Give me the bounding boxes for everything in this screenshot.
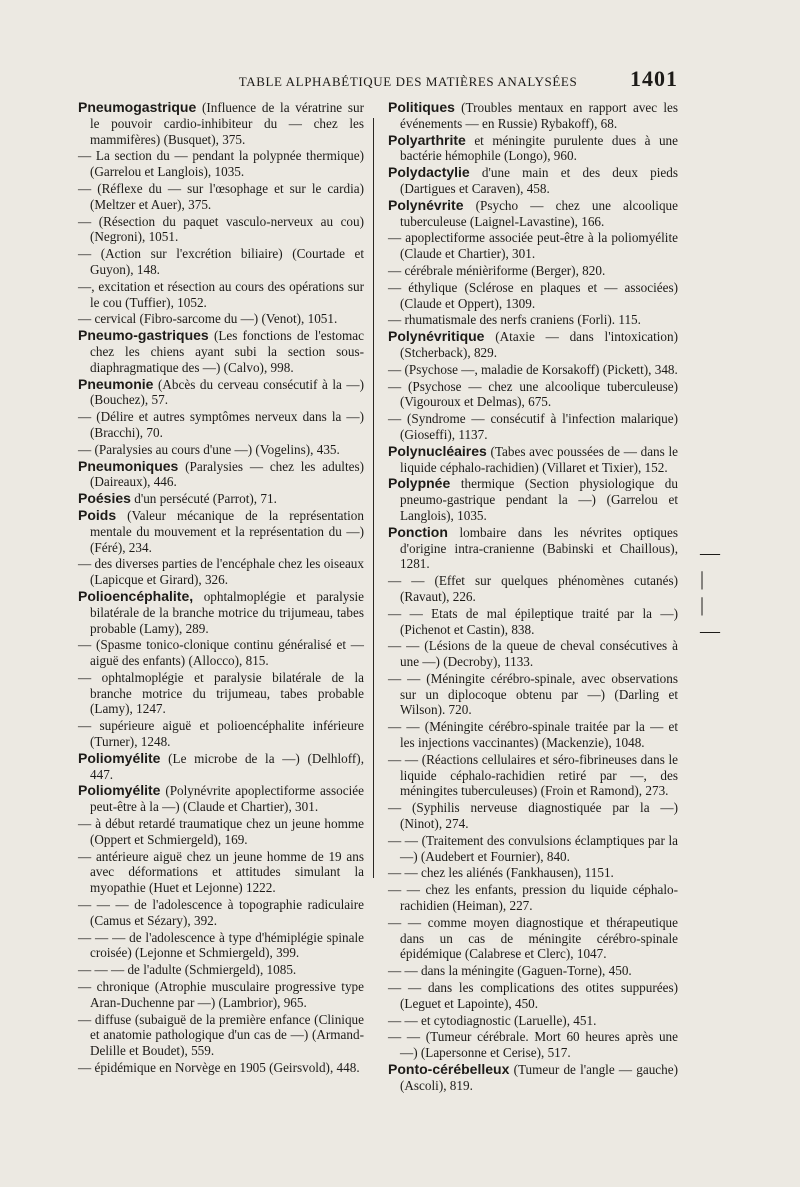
entry-text: d'une main et des deux pieds (Dartigues et Caraven), 458. xyxy=(400,165,678,196)
entry-text: — antérieure aiguë chez un jeune homme de 19 ans avec déformations et attitudes simulant la myopathie (Huet et Lejonne) 1222. xyxy=(78,848,364,896)
entry-text: — rhumatismale des nerfs craniens (Forli). 115. xyxy=(388,312,641,328)
margin-mark: — xyxy=(700,542,720,564)
entry-text: (Psycho — chez une alcoolique tuberculeuse (Laignel-Lavastine), 166. xyxy=(400,197,678,229)
entry-headword: Poliomyélite xyxy=(78,749,161,766)
entry-text: — (Spasme tonico-clonique continu généralisé et — aiguë des enfants) (Allocco), 815. xyxy=(78,637,364,669)
entry-text: lombaire dans les névrites optiques d'origine intra-cranienne (Babinski et Chaillous), 1281. xyxy=(400,524,678,572)
margin-marks xyxy=(700,540,740,660)
entry-text: et méningite purulente dues à une bactérie hémophile (Longo), 960. xyxy=(400,132,678,164)
index-entry xyxy=(388,833,678,865)
index-entry xyxy=(388,882,678,914)
index-entry xyxy=(78,409,364,441)
entry-text: — — (Effet sur quelques phénomènes cutanés) (Ravaut), 226. xyxy=(388,573,678,604)
entry-text: — (Résection du paquet vasculo-nerveux au cou) (Negroni), 1051. xyxy=(78,213,364,245)
entry-headword: Polynucléaires xyxy=(388,442,487,459)
index-entry xyxy=(78,214,364,246)
entry-text: (Tabes avec poussées de — dans le liquide céphalo-rachidien) (Villaret et Tixier), 152. xyxy=(400,443,678,475)
index-entry xyxy=(78,897,364,929)
index-entry xyxy=(78,279,364,311)
index-entry xyxy=(388,963,678,979)
index-entry xyxy=(78,718,364,750)
entry-headword: Polydactylie xyxy=(388,164,470,181)
index-entry xyxy=(78,979,364,1011)
entry-headword: Polyarthrite xyxy=(388,131,466,148)
index-entry xyxy=(388,980,678,1012)
index-entry xyxy=(388,379,678,411)
entry-text: — (Syndrome — consécutif à l'infection malarique) (Gioseffi), 1137. xyxy=(388,411,678,442)
entry-text: — — (Réactions cellulaires et séro-fibrineuses dans le liquide céphalo-rachidien retiré par —, des méningites tuberculeuses) (Froin et Ramond), 273. xyxy=(388,751,678,799)
entry-text: — — comme moyen diagnostique et thérapeutique dans un cas de méningite cérébro-spinale épidémique (Calabrese et Clerc), 1047. xyxy=(388,914,678,962)
index-entry xyxy=(78,328,364,375)
entry-text: — des diverses parties de l'encéphale chez les oiseaux (Lapicque et Girard), 326. xyxy=(78,556,364,588)
index-entry xyxy=(388,444,678,476)
index-entry xyxy=(78,491,364,507)
entry-text: — — (Méningite cérébro-spinale traitée par la — et les injections vaccinantes) (Mackenzie), 1048. xyxy=(388,719,678,751)
entry-headword: Ponction xyxy=(388,523,448,540)
entry-text: — — (Traitement des convulsions éclamptiques par la —) (Audebert et Fournier), 840. xyxy=(388,832,678,864)
index-entry xyxy=(78,849,364,896)
entry-text: —, excitation et résection au cours des opérations sur le cou (Tuffier), 1052. xyxy=(78,278,364,310)
entry-text: — — — de l'adulte (Schmiergeld), 1085. xyxy=(78,962,297,978)
left-index-column xyxy=(78,100,364,1077)
index-entry xyxy=(78,246,364,278)
index-entry xyxy=(388,573,678,605)
index-entry xyxy=(388,1029,678,1061)
index-entry xyxy=(388,230,678,262)
entry-text: (Paralysies — chez les adultes) (Daireaux), 446. xyxy=(90,458,364,490)
index-entry xyxy=(388,606,678,638)
entry-text: — — (Lésions de la queue de cheval consécutives à une —) (Decroby), 1133. xyxy=(388,638,678,670)
page-number: 1401 xyxy=(630,66,678,91)
index-entry xyxy=(388,133,678,165)
index-entry xyxy=(388,525,678,572)
entry-headword: Poésies xyxy=(78,490,131,507)
entry-text: ophtalmoplégie et paralysie bilatérale de la branche motrice du trijumeau, tabes probable (Lamy), 289. xyxy=(90,588,364,636)
index-entry xyxy=(388,476,678,523)
running-title: TABLE ALPHABÉTIQUE DES MATIÈRES ANALYSÉES xyxy=(238,74,578,89)
right-index-column xyxy=(388,100,678,1095)
entry-text: — apoplectiforme associée peut-être à la poliomyélite (Claude et Chartier), 301. xyxy=(388,230,678,262)
entry-text: (Valeur mécanique de la représentation mentale du mouvement et la représentation du —) (Féré), 234. xyxy=(90,507,364,555)
entry-headword: Pneumo-gastriques xyxy=(78,327,209,344)
entry-headword: Poids xyxy=(78,506,117,523)
entry-text: (Troubles mentaux en rapport avec les événements — en Russie) Rybakoff), 68. xyxy=(400,100,678,131)
entry-text: (Polynévrite apoplectiforme associée peut-être à la —) (Claude et Chartier), 301. xyxy=(90,783,364,815)
index-entry xyxy=(388,411,678,443)
entry-text: — chronique (Atrophie musculaire progressive type Aran-Duchenne par —) (Lambrior), 965. xyxy=(78,979,364,1010)
index-entry xyxy=(78,442,364,458)
index-entry xyxy=(78,1060,364,1076)
index-entry xyxy=(388,719,678,751)
entry-text: (Le microbe de la —) (Delhloff), 447. xyxy=(90,750,364,782)
entry-text: d'un persécuté (Parrot), 71. xyxy=(130,491,277,507)
index-entry xyxy=(388,752,678,799)
index-entry xyxy=(78,670,364,717)
entry-headword: Pneumogastrique xyxy=(78,99,197,115)
entry-text: — à début retardé traumatique chez un jeune homme (Oppert et Schmiergeld), 169. xyxy=(78,816,364,847)
index-entry xyxy=(78,148,364,180)
entry-text: (Tumeur de l'angle — gauche) (Ascoli), 819. xyxy=(400,1062,678,1093)
index-entry xyxy=(78,783,364,815)
entry-headword: Politiques xyxy=(388,99,455,115)
entry-text: — diffuse (subaiguë de la première enfance (Clinique et anatomie pathologique d'un cas de —) (Armand-Delille et Boudet), 559. xyxy=(78,1011,364,1059)
entry-text: (Ataxie — dans l'intoxication) (Stcherback), 829. xyxy=(400,329,678,360)
entry-headword: Polioencéphalite, xyxy=(78,587,194,604)
index-entry xyxy=(78,962,364,978)
entry-text: — — dans les complications des otites suppurées) (Leguet et Lapointe), 450. xyxy=(388,980,678,1011)
margin-mark: | xyxy=(700,568,705,590)
index-entry xyxy=(78,930,364,962)
entry-text: — — dans la méningite (Gaguen-Torne), 450. xyxy=(388,963,632,979)
margin-mark: | xyxy=(700,594,705,616)
entry-text: — éthylique (Sclérose en plaques et — associées) (Claude et Oppert), 1309. xyxy=(388,279,678,311)
index-entry xyxy=(388,198,678,230)
index-entry xyxy=(388,865,678,881)
index-entry xyxy=(78,181,364,213)
entry-text: — cérébrale ménièriforme (Berger), 820. xyxy=(388,262,606,278)
entry-text: — (Action sur l'excrétion biliaire) (Courtade et Guyon), 148. xyxy=(78,246,364,277)
entry-text: — cervical (Fibro-sarcome du —) (Venot), 1051. xyxy=(78,311,338,327)
index-entry xyxy=(78,459,364,491)
margin-mark: — xyxy=(700,620,720,642)
index-entry xyxy=(388,638,678,670)
entry-text: — — chez les aliénés (Fankhausen), 1151. xyxy=(388,865,614,881)
index-entry xyxy=(388,263,678,279)
page-header xyxy=(78,66,678,92)
index-entry xyxy=(78,100,364,147)
entry-headword: Poliomyélite xyxy=(78,782,161,799)
index-entry xyxy=(388,1013,678,1029)
entry-text: — ophtalmoplégie et paralysie bilatérale de la branche motrice du trijumeau, tabes probable (Lamy), 1247. xyxy=(78,669,364,717)
entry-headword: Ponto-cérébelleux xyxy=(388,1061,510,1078)
index-entry xyxy=(388,362,678,378)
index-entry xyxy=(388,312,678,328)
index-entry xyxy=(78,1012,364,1059)
index-entry xyxy=(388,800,678,832)
index-entry xyxy=(78,751,364,783)
column-divider xyxy=(373,118,374,878)
entry-headword: Polynévrite xyxy=(388,196,464,213)
entry-text: (Influence de la vératrine sur le pouvoir cardio-inhibiteur du — chez les mammifères) (Busquet), 375. xyxy=(90,100,364,147)
entry-headword: Polypnée xyxy=(388,475,451,492)
entry-text: — (Psychose —, maladie de Korsakoff) (Pickett), 348. xyxy=(388,361,678,377)
entry-text: — (Psychose — chez une alcoolique tuberculeuse) (Vigouroux et Delmas), 675. xyxy=(388,378,678,410)
index-entry xyxy=(78,816,364,848)
entry-text: — — (Méningite cérébro-spinale, avec observations sur un diplocoque obtenu par —) (Darling et Wilson). 720. xyxy=(388,670,678,718)
entry-headword: Pneumoniques xyxy=(78,457,179,474)
entry-text: — La section du — pendant la polypnée thermique) (Garrelou et Langlois), 1035. xyxy=(78,148,364,180)
index-entry xyxy=(388,1062,678,1094)
entry-text: — — Etats de mal épileptique traité par la —) (Pichenot et Castin), 838. xyxy=(388,605,678,637)
index-entry xyxy=(78,589,364,636)
entry-text: — (Syphilis nerveuse diagnostiquée par la —) (Ninot), 274. xyxy=(388,800,678,832)
entry-text: — (Réflexe du — sur l'œsophage et sur le cardia) (Meltzer et Auer), 375. xyxy=(78,180,364,212)
index-entry xyxy=(388,165,678,197)
entry-text: — — — de l'adolescence à type d'hémiplégie spinale croisée) (Lejonne et Schmiergeld), 399. xyxy=(78,929,364,961)
index-entry xyxy=(78,556,364,588)
index-entry xyxy=(78,508,364,555)
entry-text: — supérieure aiguë et polioencéphalite inférieure (Turner), 1248. xyxy=(78,718,364,750)
entry-text: — — chez les enfants, pression du liquide céphalo-rachidien (Heiman), 227. xyxy=(388,882,678,914)
entry-text: (Abcès du cerveau consécutif à la —) (Bouchez), 57. xyxy=(90,376,364,408)
entry-text: — — et cytodiagnostic (Laruelle), 451. xyxy=(388,1012,597,1028)
entry-text: thermique (Section physiologique du pneumo-gastrique pendant la —) (Garrelou et Langlois), 1035. xyxy=(400,476,678,523)
index-entry xyxy=(78,637,364,669)
index-entry xyxy=(78,311,364,327)
entry-headword: Polynévritique xyxy=(388,328,485,345)
entry-text: — épidémique en Norvège en 1905 (Geirsvold), 448. xyxy=(78,1060,360,1076)
entry-text: (Les fonctions de l'estomac chez les chiens ayant subi la section sous-diaphragmatique des —) (Calvo), 998. xyxy=(90,328,364,375)
entry-text: — (Paralysies au cours d'une —) (Vogelins), 435. xyxy=(78,441,340,457)
entry-headword: Pneumonie xyxy=(78,375,154,392)
index-entry xyxy=(388,915,678,962)
index-entry xyxy=(388,671,678,718)
index-entry xyxy=(388,329,678,361)
index-entry xyxy=(388,100,678,132)
index-entry xyxy=(78,377,364,409)
entry-text: — — (Tumeur cérébrale. Mort 60 heures après une —) (Lapersonne et Cerise), 517. xyxy=(388,1029,678,1061)
entry-text: — (Délire et autres symptômes nerveux dans la —) (Bracchi), 70. xyxy=(78,409,364,440)
index-entry xyxy=(388,280,678,312)
entry-text: — — — de l'adolescence à topographie radiculaire (Camus et Sézary), 392. xyxy=(78,897,364,928)
